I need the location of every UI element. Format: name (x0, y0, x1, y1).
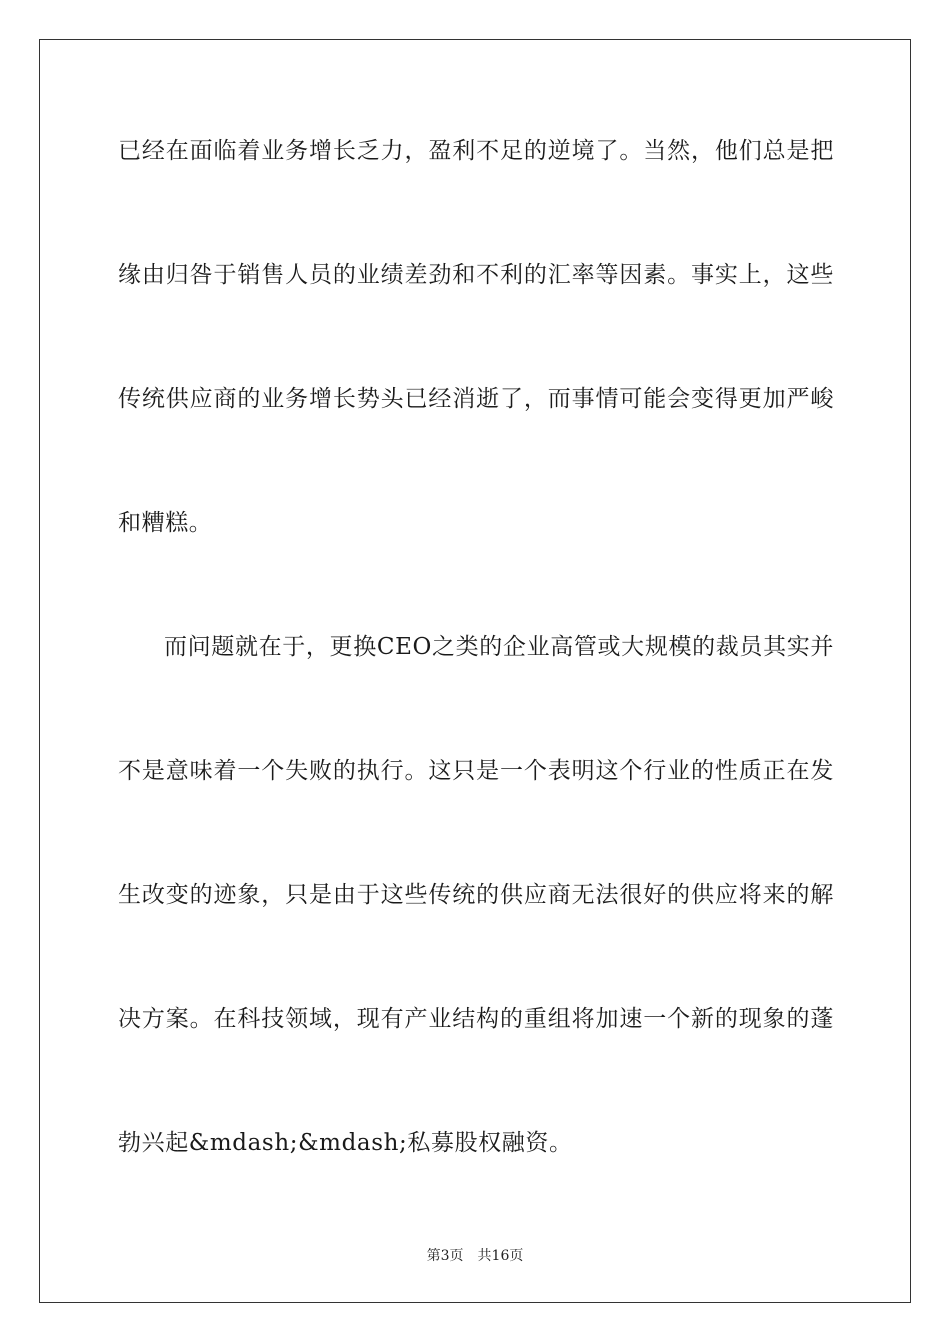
page-total: 共16页 (477, 1248, 524, 1264)
body-text-line-6: 不是意味着一个失败的执行。这只是一个表明这个行业的性质正在发 (118, 758, 834, 784)
body-text-line-8: 决方案。在科技领域，现有产业结构的重组将加速一个新的现象的蓬 (118, 1006, 834, 1032)
body-text-line-7: 生改变的迹象，只是由于这些传统的供应商无法很好的供应将来的解 (118, 882, 834, 908)
body-text-line-3: 传统供应商的业务增长势头已经消逝了，而事情可能会变得更加严峻 (118, 386, 834, 412)
body-text-line-2: 缘由归咎于销售人员的业绩差劲和不利的汇率等因素。事实上，这些 (118, 262, 834, 288)
page-number: 第3页 (426, 1248, 464, 1264)
body-text-line-1: 已经在面临着业务增长乏力，盈利不足的逆境了。当然，他们总是把 (118, 138, 834, 164)
body-text-line-9: 勃兴起&mdash;&mdash;私募股权融资。 (118, 1130, 573, 1156)
body-text-line-4: 和糟糕。 (118, 510, 213, 536)
page-footer (0, 1247, 950, 1265)
page-border (39, 39, 911, 1303)
body-text-line-5: 而问题就在于，更换CEO之类的企业高管或大规模的裁员其实并 (164, 634, 834, 660)
